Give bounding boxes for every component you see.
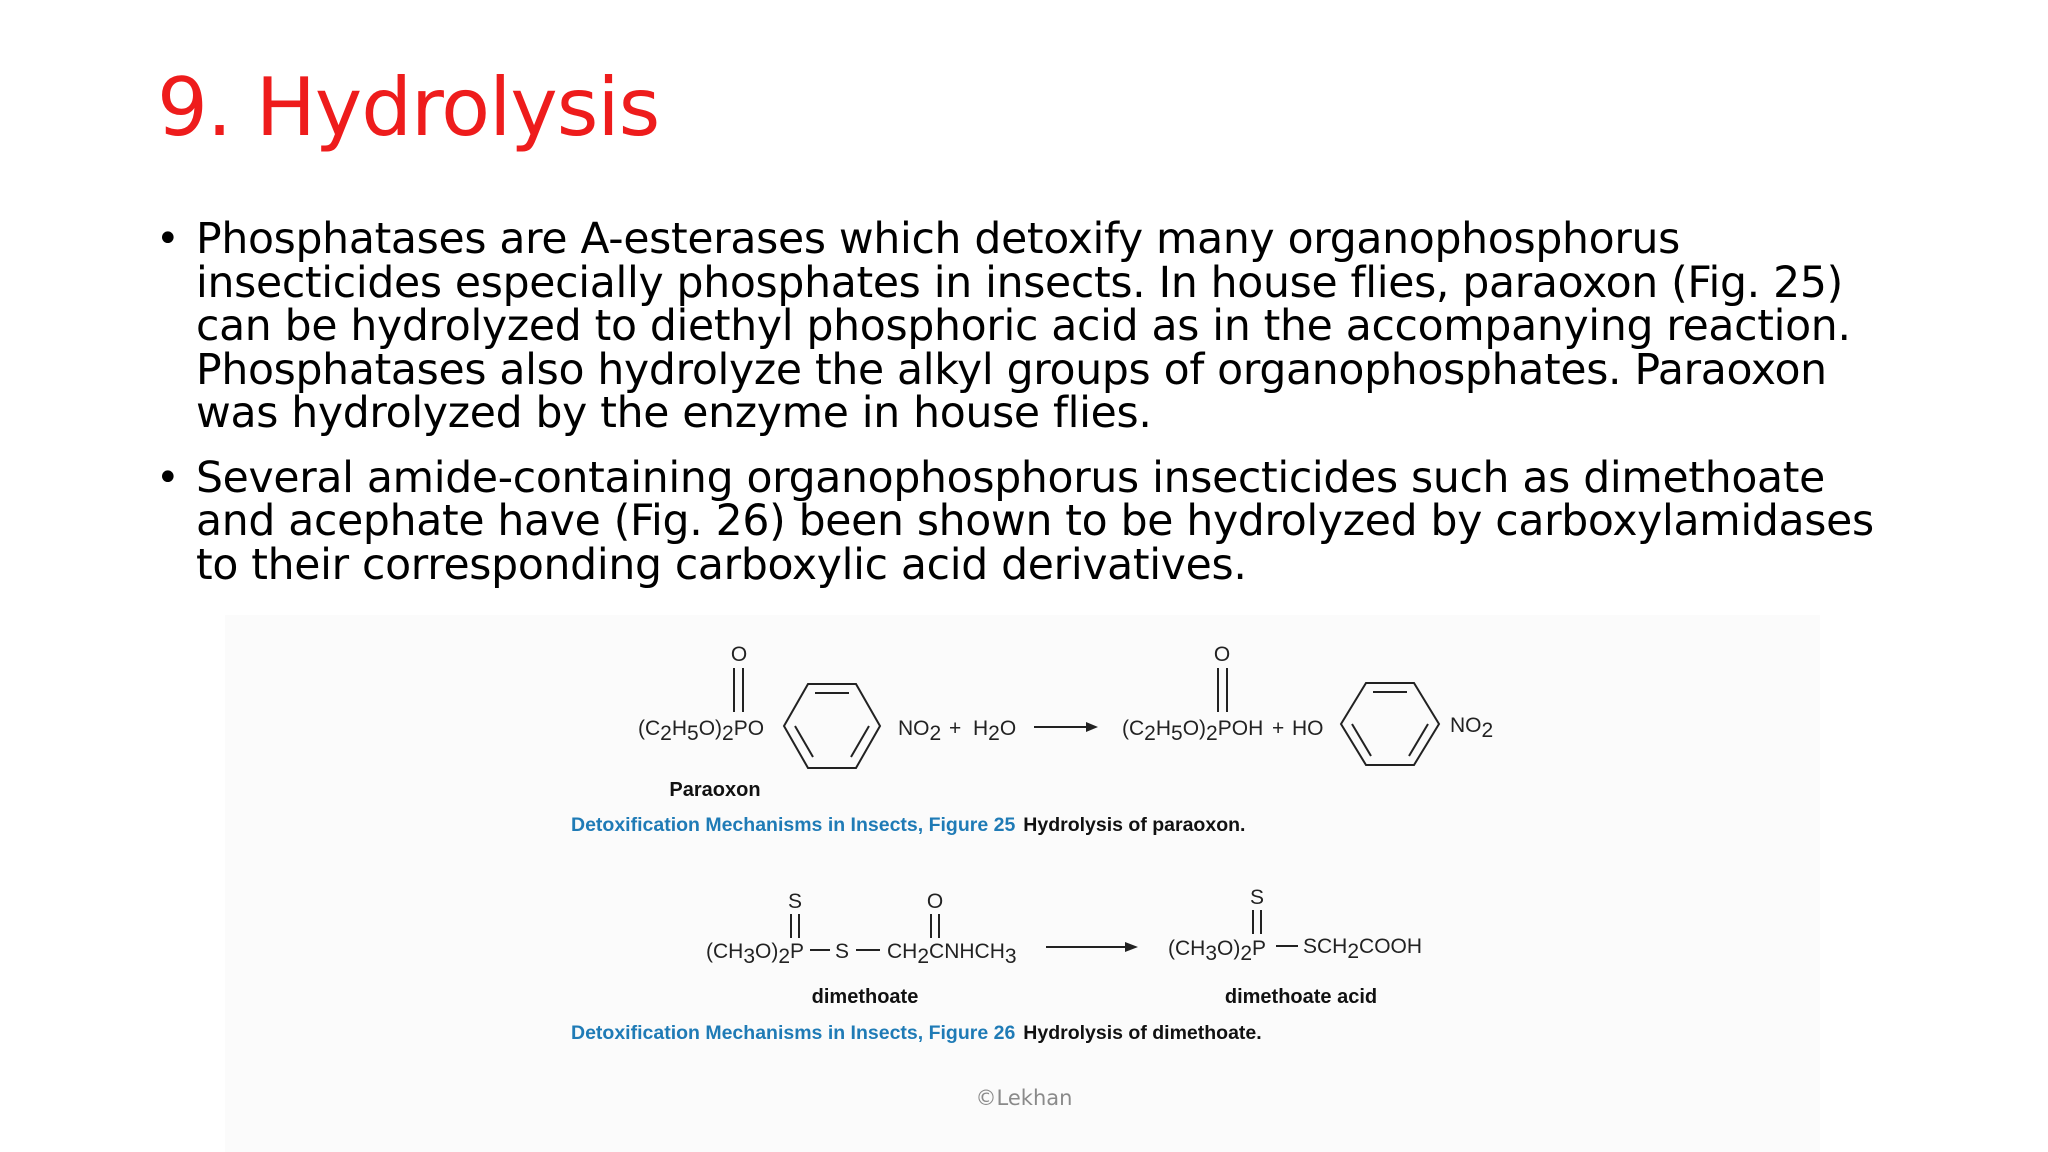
- figure26-reaction: [706, 886, 1422, 1008]
- reaction-arrow-icon: [1034, 722, 1098, 732]
- reactant-side-chain: CH2CNHCH3: [887, 940, 1017, 968]
- plus-sign: +: [949, 717, 962, 740]
- bullet-text: Several amide-containing organophosphorus insecticides such as dimethoate and acephate have (Fig. 26) been shown to be hydrolyzed by carboxylamidases to their corresponding carboxylic acid derivatives.: [196, 453, 1874, 590]
- reactant-oxygen-label: O: [730, 643, 748, 666]
- figure25-reaction: [638, 643, 1493, 801]
- product-side-chain: SCH2COOH: [1303, 935, 1423, 963]
- compound-label-dimethoate-acid: dimethoate acid: [1224, 986, 1378, 1008]
- figure25-caption-text: Hydrolysis of paraoxon.: [1023, 814, 1246, 836]
- benzene-ring-icon: [784, 684, 880, 768]
- plus-sign: +: [1272, 717, 1285, 740]
- compound-label-dimethoate: dimethoate: [811, 986, 919, 1008]
- water: H2O: [973, 717, 1017, 745]
- bullet-icon: •: [156, 454, 180, 501]
- carbonyl-oxygen-label: O: [926, 890, 944, 913]
- figure25-caption: [571, 814, 1245, 837]
- thio-sulfur-label: S: [787, 890, 803, 913]
- figure25-caption-source: Detoxification Mechanisms in Insects, Figure 25: [571, 814, 1016, 836]
- benzene-ring-icon: [1341, 683, 1439, 765]
- product-nitro-group: NO2: [1450, 714, 1494, 742]
- reactant-dimethoxy-phosphorus: (CH3O)2P: [706, 940, 805, 968]
- hydroxyl-group: HO: [1292, 717, 1324, 740]
- bullet-icon: •: [156, 216, 180, 262]
- reactant-nitro-group: NO2: [898, 717, 942, 745]
- bullet-text: Phosphatases are A-esterases which detoxify many organophosphorus insecticides especially phosphates in insects. In house flies, paraoxon (Fig. 25) can be hydrolyzed to diethyl phosphoric acid as in the accompanying reaction. Phosphatases also hydrolyze the alkyl groups of organophosphates. Paraoxon was hydrolyzed by the enzyme in house flies.: [196, 215, 1851, 438]
- compound-label-paraoxon: Paraoxon: [669, 779, 761, 801]
- figure26-caption-text: Hydrolysis of dimethoate.: [1023, 1022, 1262, 1044]
- reaction-arrow-icon: [1046, 942, 1138, 952]
- figure26-caption-source: Detoxification Mechanisms in Insects, Figure 26: [571, 1022, 1016, 1044]
- bridge-sulfur: S: [835, 940, 850, 963]
- reactant-ester-group: (C2H5O)2PO: [638, 717, 765, 745]
- product-phosphoric-acid: (C2H5O)2POH: [1122, 717, 1264, 745]
- figure26-caption: [571, 1022, 1262, 1045]
- product-oxygen-label: O: [1213, 643, 1231, 666]
- slide-title: 9. Hydrolysis: [157, 61, 660, 154]
- product-thio-sulfur-label: S: [1249, 886, 1265, 909]
- copyright-notice: ©Lekhan: [975, 1086, 1073, 1110]
- product-dimethoxy-phosphorus: (CH3O)2P: [1168, 937, 1267, 965]
